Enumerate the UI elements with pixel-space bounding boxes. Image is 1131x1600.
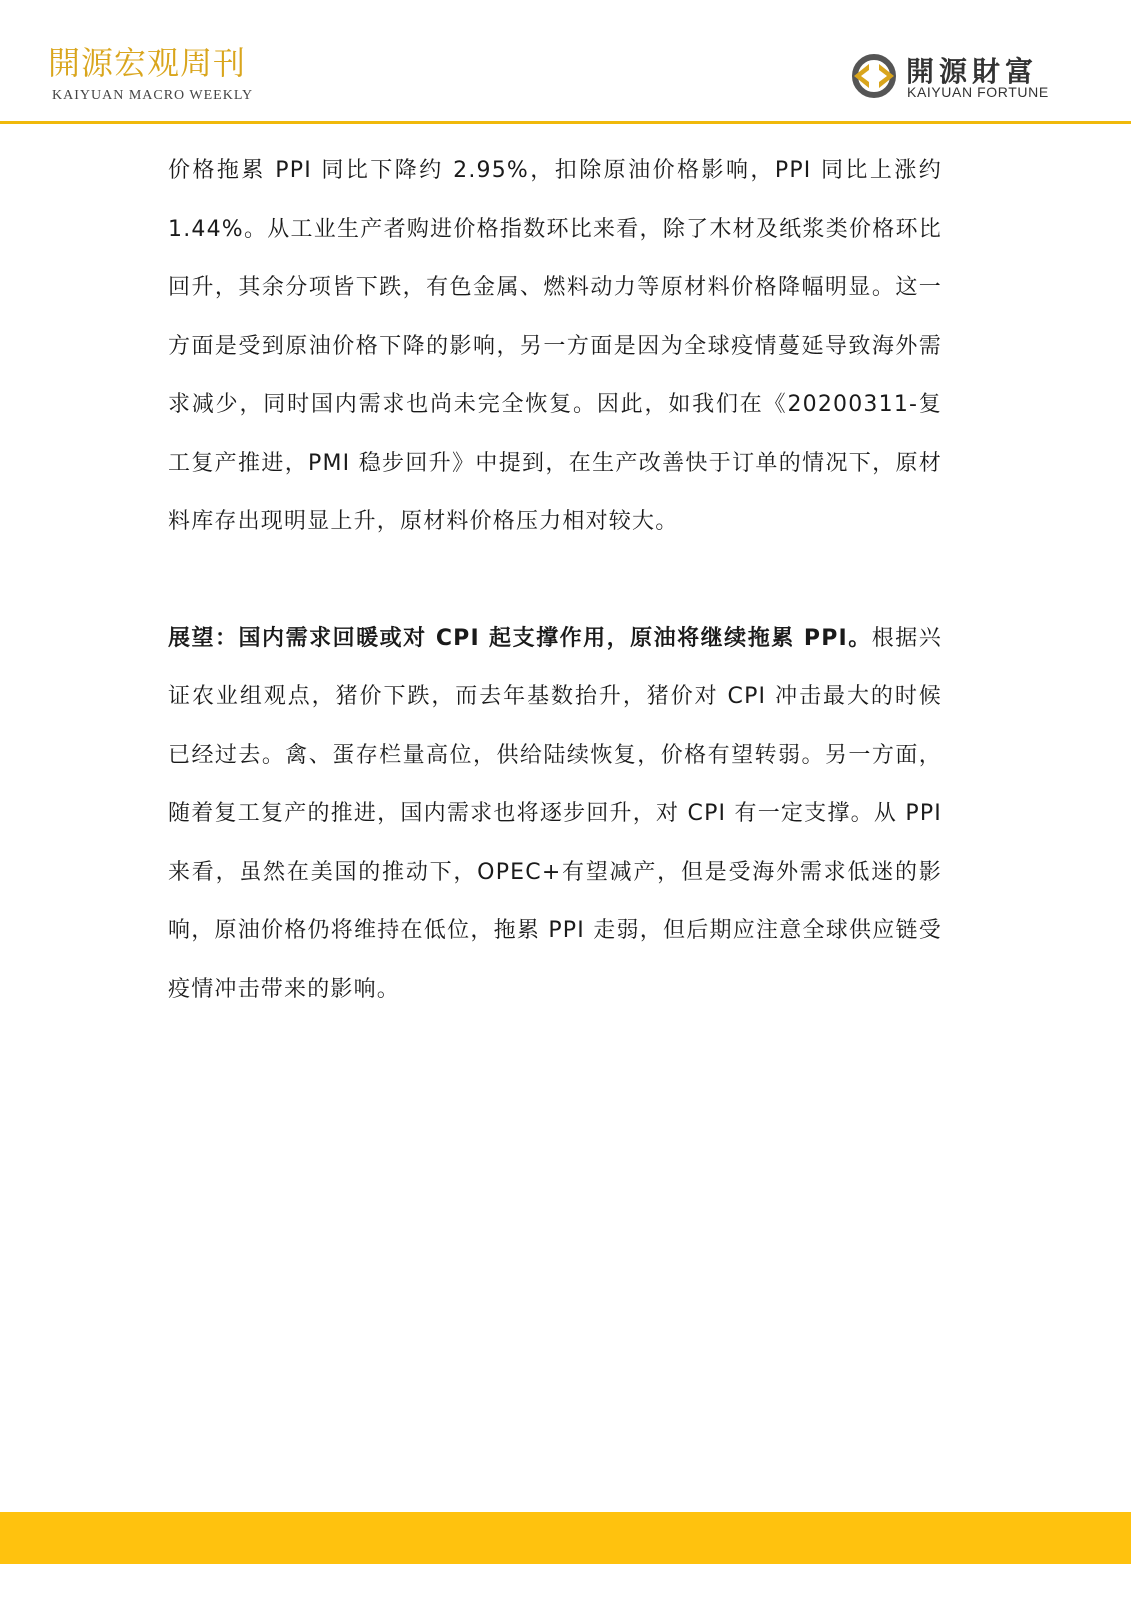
kaiyuan-logo-icon	[850, 52, 898, 100]
brand-title-cn: 開源宏观周刊	[48, 44, 247, 82]
paragraph-outlook	[168, 610, 942, 1020]
logo-text-cn: 開源財富	[906, 55, 1039, 88]
outlook-lead-sentence: 展望：国内需求回暖或对 CPI 起支撑作用，原油将继续拖累 PPI。	[168, 625, 872, 651]
logo-text-en: KAIYUAN FORTUNE	[907, 84, 1049, 100]
header-divider	[0, 121, 1131, 124]
page-header	[0, 0, 1131, 124]
report-body	[168, 142, 942, 1019]
outlook-body-text: 根据兴证农业组观点，猪价下跌，而去年基数抬升，猪价对 CPI 冲击最大的时候已经过去。禽、蛋存栏量高位，供给陆续恢复，价格有望转弱。另一方面，随着复工复产的推进，国内需求也将逐步回升，对 CPI 有一定支撑。从 PPI 来看，虽然在美国的推动下，OPEC+有望减产，但是受海外需求低迷的影响，原油价格仍将维持在低位，拖累 PPI 走弱，但后期应注意全球供应链受疫情冲击带来的影响。	[168, 625, 942, 1002]
paragraph-ppi-analysis: 价格拖累 PPI 同比下降约 2.95%，扣除原油价格影响，PPI 同比上涨约 1.44%。从工业生产者购进价格指数环比来看，除了木材及纸浆类价格环比回升，其余分项皆下跌，有色金属、燃料动力等原材料价格降幅明显。这一方面是受到原油价格下降的影响，另一方面是因为全球疫情蔓延导致海外需求减少，同时国内需求也尚未完全恢复。因此，如我们在《20200311-复工复产推进，PMI 稳步回升》中提到，在生产改善快于订单的情况下，原材料库存出现明显上升，原材料价格压力相对较大。	[168, 158, 942, 534]
footer-bar	[0, 1512, 1131, 1564]
company-logo	[850, 50, 1090, 106]
brand-title-en: KAIYUAN MACRO WEEKLY	[52, 88, 254, 103]
